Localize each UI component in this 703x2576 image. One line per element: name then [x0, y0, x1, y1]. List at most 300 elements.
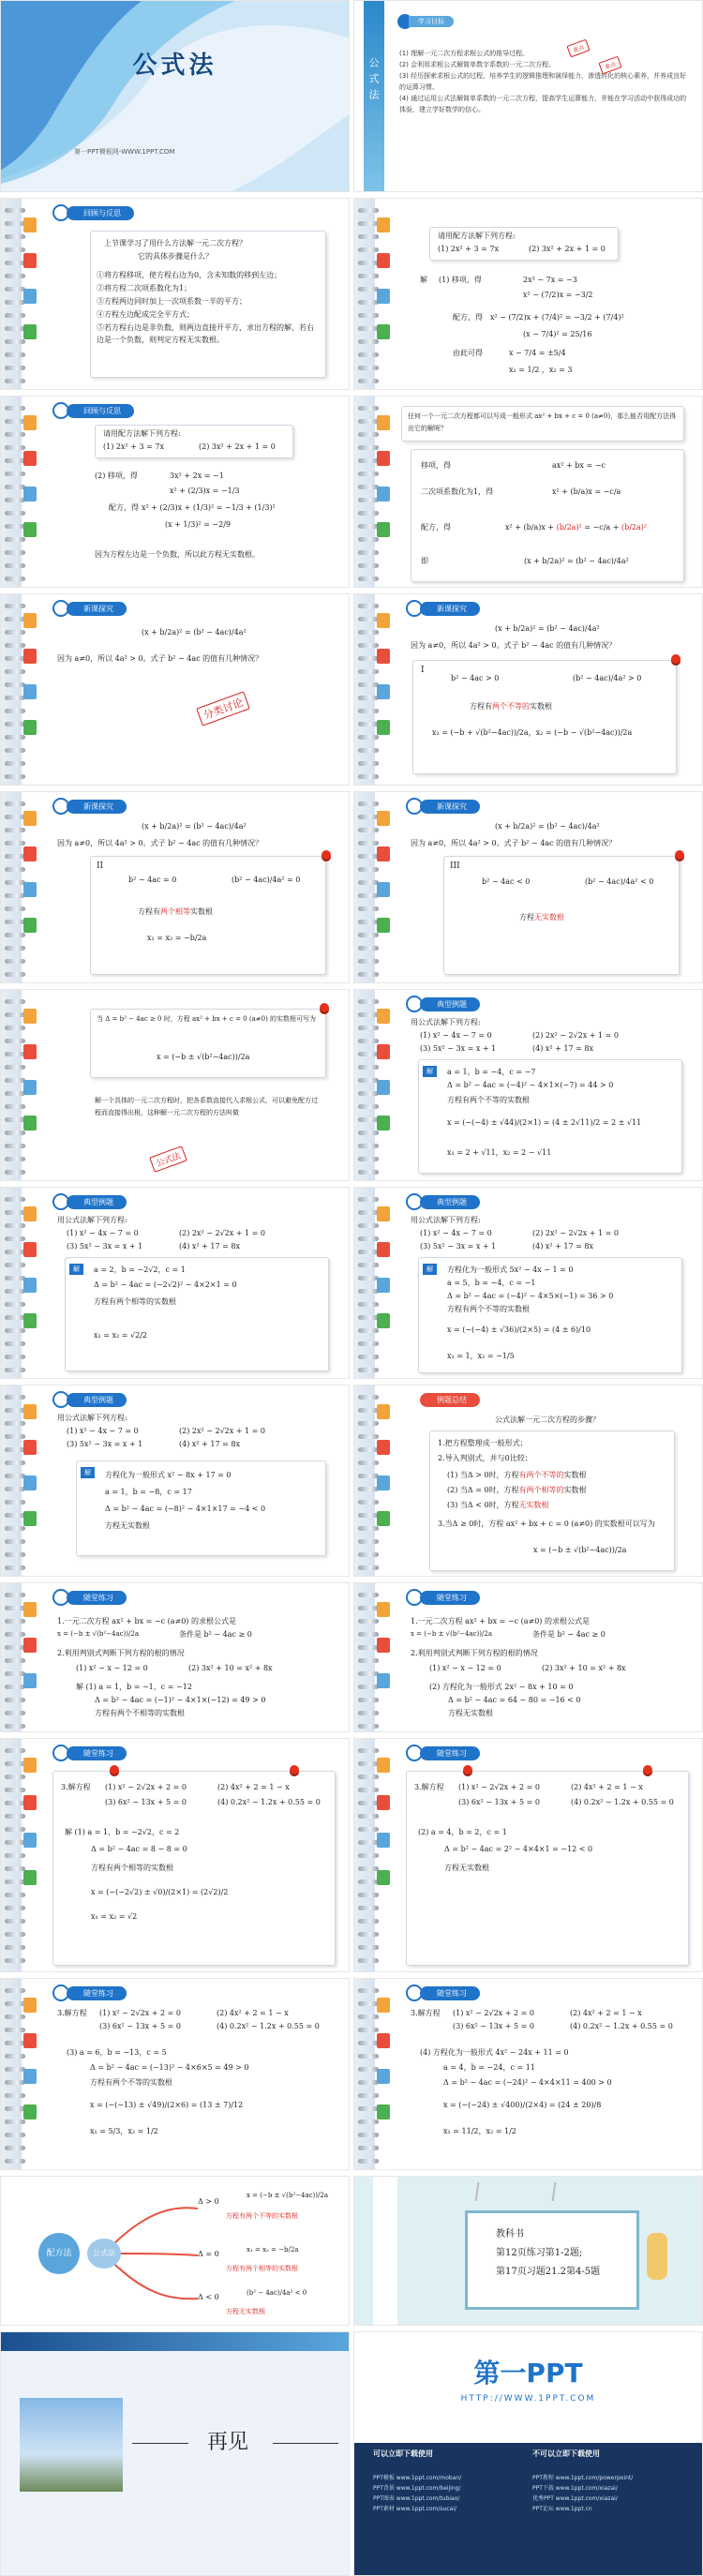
spiral-ring: [358, 682, 379, 687]
side-tab: [23, 1116, 37, 1131]
spiral-ring: [358, 1250, 379, 1254]
spiral-ring: [358, 1840, 379, 1845]
practice-question: 3.解方程: [411, 2009, 441, 2017]
mindmap-branch-result: 方程有两个相等的实数根: [226, 2265, 298, 2272]
spiral-ring: [358, 563, 379, 568]
spiral-ring: [5, 537, 25, 542]
spiral-ring: [5, 485, 25, 489]
equation: (4) 0.2x² − 1.2x + 0.55 = 0: [217, 1798, 321, 1806]
spiral-ring: [358, 1487, 379, 1491]
equation: (3) 6x² − 13x + 5 = 0: [99, 2022, 181, 2030]
derivation-step: 二次项系数化为1，得: [421, 487, 494, 496]
conclusion: 因为方程左边是一个负数，所以此方程无实数根。: [95, 550, 260, 559]
spiral-ring: [358, 1210, 379, 1215]
solution-card: [65, 1257, 329, 1371]
equation: (4) 0.2x² − 1.2x + 0.55 = 0: [217, 2022, 320, 2030]
formula-slide[interactable]: [0, 989, 350, 1181]
spiral-ring: [358, 379, 379, 383]
equation: (2) 4x² + 2 = 1 − x: [217, 1783, 290, 1791]
spiral-ring: [5, 1788, 25, 1792]
review-slide-1[interactable]: [0, 198, 350, 390]
equation: 3x² + 2x = −1: [170, 472, 224, 480]
spiral-ring: [358, 2159, 379, 2164]
spiral-ring: [358, 1632, 379, 1637]
spiral-ring: [5, 1906, 25, 1910]
example-slide-4[interactable]: [0, 1385, 350, 1577]
solution-line: Δ = b² − 4ac = (−4)² − 4×1×(−7) = 44 > 0: [447, 1081, 614, 1089]
discuss-slide-1[interactable]: [0, 593, 350, 786]
ad-column-title: 不可以立即下载使用: [532, 2449, 600, 2458]
goal-item: (3) 经历探索求根公式的过程，培养学生的逻辑推理和演绎能力，渗透转化的核心素养，并养成良好的运算习惯。: [399, 72, 687, 91]
condition: 条件是 b² − 4ac ≥ 0: [179, 1630, 252, 1639]
roots: x₁ = (−b + √(b²−4ac))/2a，x₂ = (−b − √(b²−4ac))/2a: [432, 728, 633, 737]
spiral-ring: [358, 1801, 379, 1805]
spiral-ring: [358, 748, 379, 753]
formula-explanation: 解一个具体的一元二次方程时，把各系数直接代入求根公式，可以避免配方过程而直接得出根，这种解一元二次方程的方法叫做: [95, 1097, 318, 1116]
spiral-ring: [5, 1606, 25, 1610]
side-tab: [377, 684, 390, 699]
spiral-ring: [358, 406, 379, 411]
spiral-ring: [5, 1645, 25, 1650]
side-tab: [377, 2069, 390, 2084]
spiral-ring: [358, 352, 379, 357]
spiral-ring: [5, 563, 25, 568]
spiral-ring: [5, 2119, 25, 2124]
summary-card: [429, 1430, 675, 1571]
spiral-ring: [5, 2067, 25, 2072]
side-tab: [377, 1404, 390, 1419]
equation: (b² − 4ac)/4a² < 0: [585, 877, 654, 886]
solution-line: 方程无实数根: [444, 1864, 489, 1872]
equation: x = (−(−4) ± √44)/(2×1) = (4 ± 2√11)/2 = 2 ± √11: [447, 1118, 642, 1127]
equation: ax² + bx = −c: [552, 461, 606, 470]
spiral-ring: [358, 1552, 379, 1557]
solution-line: (3) a = 6，b = −13，c = 5: [67, 2048, 167, 2057]
practice-slide-5[interactable]: [0, 1978, 350, 2170]
side-tab: [377, 217, 390, 232]
spiral-ring: [5, 2093, 25, 2098]
practice-slide-4[interactable]: [353, 1738, 703, 1972]
spiral-ring: [358, 1078, 379, 1083]
side-tab: [377, 1638, 390, 1653]
derivation-card: [411, 449, 684, 582]
side-tab: [377, 882, 390, 897]
spiral-ring: [5, 1065, 25, 1070]
spiral-ring: [5, 906, 25, 911]
example-intro: 用公式法解下列方程:: [411, 1018, 481, 1026]
formula-text: 当 Δ = b² − 4ac ≥ 0 时，方程 ax² + bx + c = 0 (a≠0) 的实数根可写为: [97, 1015, 317, 1023]
spiral-ring: [5, 1170, 25, 1175]
solution-line: 解 (1) a = 1，b = −1，c = −12: [76, 1683, 192, 1691]
side-tab: [23, 1404, 37, 1419]
spiral-ring: [358, 1052, 379, 1056]
homework-board: [465, 2210, 639, 2310]
solution-tag: 解: [423, 1066, 437, 1077]
summary-slide[interactable]: [353, 1385, 703, 1577]
spiral-ring: [5, 326, 25, 331]
case-number: III: [450, 861, 460, 871]
spiral-ring: [5, 2106, 25, 2111]
discussion-stamp: 分类讨论: [196, 691, 250, 726]
example-slide-1[interactable]: [353, 989, 703, 1181]
spiral-ring: [5, 1039, 25, 1043]
review-step: ④方程左边配成完全平方式；: [97, 310, 194, 319]
solution-line: a = 1，b = −4，c = −7: [447, 1068, 536, 1076]
side-tab: [23, 1009, 37, 1024]
equation: (3) 6x² − 13x + 5 = 0: [458, 1798, 540, 1806]
equation: (2) 2x² − 2√2x + 1 = 0: [532, 1031, 620, 1040]
pushpin-icon: [643, 1765, 652, 1775]
spiral-ring: [5, 1157, 25, 1161]
notebook-spiral: [1, 397, 22, 587]
ad-links-right: [532, 2473, 633, 2514]
side-tab: [377, 720, 390, 735]
divider-right: [273, 2443, 338, 2444]
spiral-ring: [5, 1893, 25, 1897]
solution-line: 解 (1) a = 1，b = −2√2，c = 2: [65, 1828, 180, 1836]
side-tab: [23, 522, 37, 537]
side-tab: [23, 2069, 37, 2084]
spiral-ring: [5, 972, 25, 977]
discuss-slide-2[interactable]: [353, 593, 703, 786]
condition: 条件是 b² − 4ac ≥ 0: [532, 1630, 606, 1639]
side-tab: [23, 1278, 37, 1293]
root-formula: x = (−b ± √(b²−4ac))/2a: [157, 1053, 250, 1061]
spiral-ring: [358, 1593, 379, 1597]
spiral-ring: [5, 1460, 25, 1465]
equation: x² − (7/2)x + (7/4)² = −3/2 + (7/4)²: [490, 313, 624, 322]
side-tab: [23, 1833, 37, 1848]
spiral-ring: [358, 2014, 379, 2019]
equation: (2) 4x² + 2 = 1 − x: [570, 2009, 642, 2017]
spiral-ring: [5, 1880, 25, 1884]
side-tab: [23, 217, 37, 232]
goals-vertical-title: 公式法: [367, 57, 380, 105]
equation: (1) x² − 2√2x + 2 = 0: [105, 1783, 187, 1791]
spiral-ring: [5, 1619, 25, 1624]
exercise-card: [95, 425, 293, 458]
notebook-spiral: [1, 990, 22, 1180]
spiral-ring: [358, 972, 379, 977]
ad-link[interactable]: PPT模板 www.1ppt.com/moban/: [373, 2475, 462, 2481]
spiral-ring: [5, 1197, 25, 1202]
spiral-ring: [5, 458, 25, 463]
goal-item: (4) 通过运用公式法解简单系数的一元二次方程，提高学生运算能力，并能在学习活动中获得成功的体验，建立学好数学的信心。: [399, 95, 687, 113]
spiral-ring: [358, 208, 379, 213]
solution-line: 方程有两个相等的实数根: [94, 1297, 176, 1306]
side-tab: [23, 289, 37, 304]
side-tab: [23, 1758, 37, 1773]
goals-slide[interactable]: [353, 0, 703, 192]
notebook-spiral: [354, 792, 375, 982]
equation: (2) 3x² + 10 = x² + 8x: [188, 1664, 273, 1672]
review-card: [90, 231, 326, 378]
side-tab: [23, 1998, 37, 2013]
equation: (1) 2x² + 3 = 7x: [103, 442, 164, 451]
practice-slide-3[interactable]: [0, 1738, 350, 1972]
homework-line: 第17页习题21.2第4-5题: [496, 2267, 601, 2277]
solution-line: a = 4，b = −24，c = 11: [443, 2063, 535, 2072]
exercise-card: [429, 227, 619, 261]
section-tab: 例题总结: [420, 1393, 480, 1407]
spiral-ring: [5, 1919, 25, 1924]
spiral-ring: [5, 1761, 25, 1766]
summary-step: 2.导入判别式，并与0比较；: [438, 1454, 532, 1462]
spiral-ring: [358, 1685, 379, 1689]
spiral-ring: [358, 959, 379, 964]
side-tab: [377, 846, 390, 861]
equation: (3) 5x² − 3x = x + 1: [67, 1242, 143, 1251]
equation: (1) x² − 2√2x + 2 = 0: [453, 2009, 534, 2017]
roots: x₁ = x₂ = √2/2: [94, 1331, 147, 1340]
goodbye-text: 再见: [207, 2431, 249, 2454]
equation: (1) x² − 2√2x + 2 = 0: [458, 1783, 540, 1791]
spiral-ring: [5, 352, 25, 357]
general-form-slide[interactable]: [353, 396, 703, 588]
section-tab: 随堂练习: [67, 1986, 127, 2000]
spiral-ring: [5, 1276, 25, 1281]
spiral-ring: [358, 1958, 379, 1963]
equation: x² + (b/a)x + (b/2a)² = −c/a + (b/2a)²: [505, 523, 648, 532]
brand-url[interactable]: HTTP://WWW.1PPT.COM: [460, 2394, 596, 2404]
exercise-prompt: 请用配方法解下列方程:: [438, 232, 516, 240]
side-tab: [23, 846, 37, 861]
equation: 2x² − 7x = −3: [523, 276, 577, 284]
ad-column-title: 可以立即下载使用: [373, 2449, 433, 2458]
spiral-ring: [5, 854, 25, 859]
equation: (4) 0.2x² − 1.2x + 0.55 = 0: [570, 2022, 673, 2030]
spiral-ring: [358, 2093, 379, 2098]
spiral-ring: [5, 696, 25, 700]
equation: (3) 6x² − 13x + 5 = 0: [453, 2022, 534, 2030]
equation: (b² − 4ac)/4a² = 0: [232, 876, 301, 884]
spiral-ring: [5, 1698, 25, 1702]
spiral-ring: [5, 669, 25, 674]
case-condition: b² − 4ac = 0: [128, 876, 177, 884]
side-tab: [23, 1673, 37, 1688]
equation: (3) 5x² − 3x = x + 1: [420, 1242, 497, 1251]
side-tab: [377, 1044, 390, 1059]
side-tab: [377, 1833, 390, 1848]
spiral-ring: [5, 1500, 25, 1505]
case-result: 方程有两个相等实数根: [138, 907, 213, 916]
solution-line: (2) 方程化为一般形式 2x² − 8x + 10 = 0: [429, 1683, 574, 1691]
spiral-ring: [5, 1289, 25, 1294]
notebook-spiral: [354, 594, 375, 785]
equation: (2) 2x² − 2√2x + 1 = 0: [179, 1229, 266, 1237]
homework-slide[interactable]: [353, 2176, 703, 2326]
spiral-ring: [5, 1104, 25, 1109]
spiral-ring: [358, 1091, 379, 1096]
spiral-ring: [5, 1026, 25, 1030]
equation: (1) x² − x − 12 = 0: [429, 1664, 501, 1672]
discuss-slide-3[interactable]: [0, 791, 350, 983]
spiral-ring: [5, 313, 25, 318]
spiral-ring: [358, 1788, 379, 1792]
spiral-ring: [5, 1866, 25, 1871]
spiral-ring: [358, 815, 379, 819]
equation: (2) 3x² + 2x + 1 = 0: [529, 245, 606, 253]
equation: (x + 1/3)² = −2/9: [165, 520, 231, 529]
practice-question: 3.解方程: [414, 1783, 444, 1791]
solution-label: 解: [420, 276, 427, 284]
spiral-ring: [358, 1724, 379, 1729]
example-slide-2[interactable]: [0, 1187, 350, 1379]
section-tab: 随堂练习: [420, 1746, 480, 1760]
question-text: 因为 a≠0，所以 4a² > 0。式子 b² − 4ac 的值有几种情况？: [411, 839, 617, 847]
notebook-spiral: [1, 792, 22, 982]
pushpin-icon: [671, 654, 681, 664]
example-slide-3[interactable]: [353, 1187, 703, 1379]
section-tab: 随堂练习: [67, 1746, 127, 1760]
practice-card: [406, 1771, 689, 1966]
section-tab: 典型例题: [67, 1393, 127, 1407]
equation: (b² − 4ac)/4a² > 0: [573, 674, 642, 682]
practice-slide-2[interactable]: [353, 1582, 703, 1732]
spiral-ring: [358, 1026, 379, 1030]
summary-question: 公式法解一元二次方程的步骤？: [495, 1415, 600, 1424]
notebook-spiral: [1, 1385, 22, 1576]
spiral-ring: [358, 1157, 379, 1161]
spiral-ring: [5, 2001, 25, 2006]
ad-link[interactable]: PPT下载 www.1ppt.com/xiazai/: [532, 2485, 618, 2492]
derivation-step: 即: [421, 557, 428, 565]
spiral-ring: [5, 656, 25, 661]
spiral-ring: [5, 366, 25, 370]
spiral-ring: [358, 1289, 379, 1294]
equation: (2) 4x² + 2 = 1 − x: [571, 1783, 643, 1791]
spiral-ring: [5, 221, 25, 226]
spiral-ring: [358, 1474, 379, 1478]
review-slide-3[interactable]: [0, 396, 350, 588]
equation: (4) 0.2x² − 1.2x + 0.55 = 0: [571, 1798, 674, 1806]
equation: x = (−(−2√2) ± √0)/(2×1) = (2√2)/2: [91, 1888, 229, 1896]
roots: x₁ = 2 + √11，x₂ = 2 − √11: [447, 1148, 552, 1157]
side-tab: [23, 811, 37, 826]
equation: (x + b/2a)² = (b² − 4ac)/4a²: [495, 822, 600, 831]
practice-slide-6[interactable]: [353, 1978, 703, 2170]
side-tab: [377, 1009, 390, 1024]
spiral-ring: [358, 801, 379, 806]
spiral-ring: [5, 1474, 25, 1478]
solution-line: Δ = b² − 4ac = 2² − 4×4×1 = −12 < 0: [444, 1845, 593, 1853]
spiral-ring: [5, 1315, 25, 1320]
ad-link[interactable]: PPT图表 www.1ppt.com/tubiao/: [373, 2495, 460, 2502]
spiral-ring: [358, 722, 379, 726]
solution-step: 配方，得: [453, 313, 483, 322]
side-tab: [377, 451, 390, 466]
practice-question: 2.利用判别式判断下列方程的根的情况: [57, 1649, 185, 1657]
spiral-ring: [5, 933, 25, 937]
spiral-ring: [5, 1840, 25, 1845]
solution-line: (4) 方程化为一般形式 4x² − 24x + 11 = 0: [420, 2048, 569, 2057]
ad-link[interactable]: 优秀PPT www.1ppt.com/xiazai/: [532, 2495, 618, 2502]
equation: (1) 2x² + 3 = 7x: [438, 245, 499, 253]
roots: x₁ = 11/2，x₂ = 1/2: [443, 2127, 516, 2135]
spiral-ring: [358, 1893, 379, 1897]
spiral-ring: [358, 1421, 379, 1426]
cover-slide[interactable]: [0, 0, 350, 192]
spiral-ring: [5, 1685, 25, 1689]
spiral-ring: [5, 2014, 25, 2019]
spiral-ring: [358, 735, 379, 740]
side-tab: [377, 1602, 390, 1617]
side-tab: [23, 613, 37, 628]
derivation-step: 移项，得: [421, 461, 451, 470]
side-tab: [23, 1795, 37, 1810]
spiral-ring: [5, 1487, 25, 1491]
spiral-ring: [5, 2080, 25, 2085]
review-slide-2[interactable]: [353, 198, 703, 390]
ending-slide[interactable]: [0, 2331, 350, 2576]
practice-question: 2.利用判别式判断下列方程的根的情况: [411, 1649, 538, 1657]
case-number: II: [97, 861, 104, 871]
spiral-ring: [5, 867, 25, 872]
spiral-ring: [358, 617, 379, 622]
spiral-ring: [358, 867, 379, 872]
spiral-ring: [5, 828, 25, 832]
spiral-ring: [5, 577, 25, 581]
example-intro: 用公式法解下列方程:: [57, 1414, 127, 1422]
solution-line: 方程无实数根: [105, 1521, 150, 1530]
discuss-slide-4[interactable]: [353, 791, 703, 983]
spiral-ring: [5, 1526, 25, 1531]
ad-link[interactable]: PPT素材 www.1ppt.com/sucai/: [373, 2506, 457, 2512]
spiral-ring: [358, 696, 379, 700]
summary-step: 1.把方程整理成一般形式；: [438, 1439, 528, 1447]
notebook-spiral: [354, 397, 375, 587]
spiral-ring: [358, 2080, 379, 2085]
solution-line: 方程有两个不等的实数根: [447, 1096, 530, 1104]
mindmap-slide[interactable]: [0, 2176, 350, 2326]
spiral-ring: [358, 550, 379, 555]
solution-line: Δ = b² − 4ac = (−1)² − 4×1×(−12) = 49 > 0: [95, 1696, 266, 1704]
mindmap-branch: Δ = 0: [198, 2250, 219, 2258]
spiral-ring: [358, 1827, 379, 1832]
spiral-ring: [358, 1223, 379, 1228]
spiral-ring: [358, 1945, 379, 1950]
ad-link[interactable]: PPT论坛 www.1ppt.cn: [532, 2506, 592, 2512]
spiral-ring: [358, 841, 379, 846]
cover-swoosh-art: [1, 1, 350, 192]
roots: x₁ = 5/3，x₂ = 1/2: [90, 2127, 158, 2135]
spiral-ring: [358, 1526, 379, 1531]
practice-question: 1.一元二次方程 ax² + bx = −c (a≠0) 的求根公式是: [411, 1617, 590, 1625]
spiral-ring: [5, 1117, 25, 1122]
spiral-ring: [358, 1170, 379, 1175]
solution-line: a = 2，b = −2√2，c = 1: [94, 1266, 186, 1274]
practice-question: 1.一元二次方程 ax² + bx = −c (a≠0) 的求根公式是: [57, 1617, 236, 1625]
ad-link[interactable]: PPT背景 www.1ppt.com/beijing/: [373, 2485, 461, 2492]
case-result: 方程有两个不等的实数根: [470, 702, 552, 711]
spiral-ring: [358, 511, 379, 516]
side-tab: [23, 1242, 37, 1257]
ad-link[interactable]: PPT教程 www.1ppt.com/powerpoint/: [532, 2475, 634, 2481]
summary-step: (2) 当Δ = 0时，方程有两个相等的实数根: [447, 1486, 587, 1494]
spiral-ring: [358, 1039, 379, 1043]
practice-slide-1[interactable]: [0, 1582, 350, 1732]
spiral-ring: [358, 1065, 379, 1070]
spiral-ring: [5, 1210, 25, 1215]
side-tab: [377, 1795, 390, 1810]
spiral-ring: [5, 801, 25, 806]
spiral-ring: [5, 1565, 25, 1570]
spiral-ring: [358, 761, 379, 766]
root-formula: x = (−b ± √(b²−4ac))/2a: [411, 1630, 492, 1638]
ad-slide[interactable]: [353, 2331, 703, 2576]
spiral-ring: [5, 1012, 25, 1017]
spiral-ring: [358, 1658, 379, 1663]
